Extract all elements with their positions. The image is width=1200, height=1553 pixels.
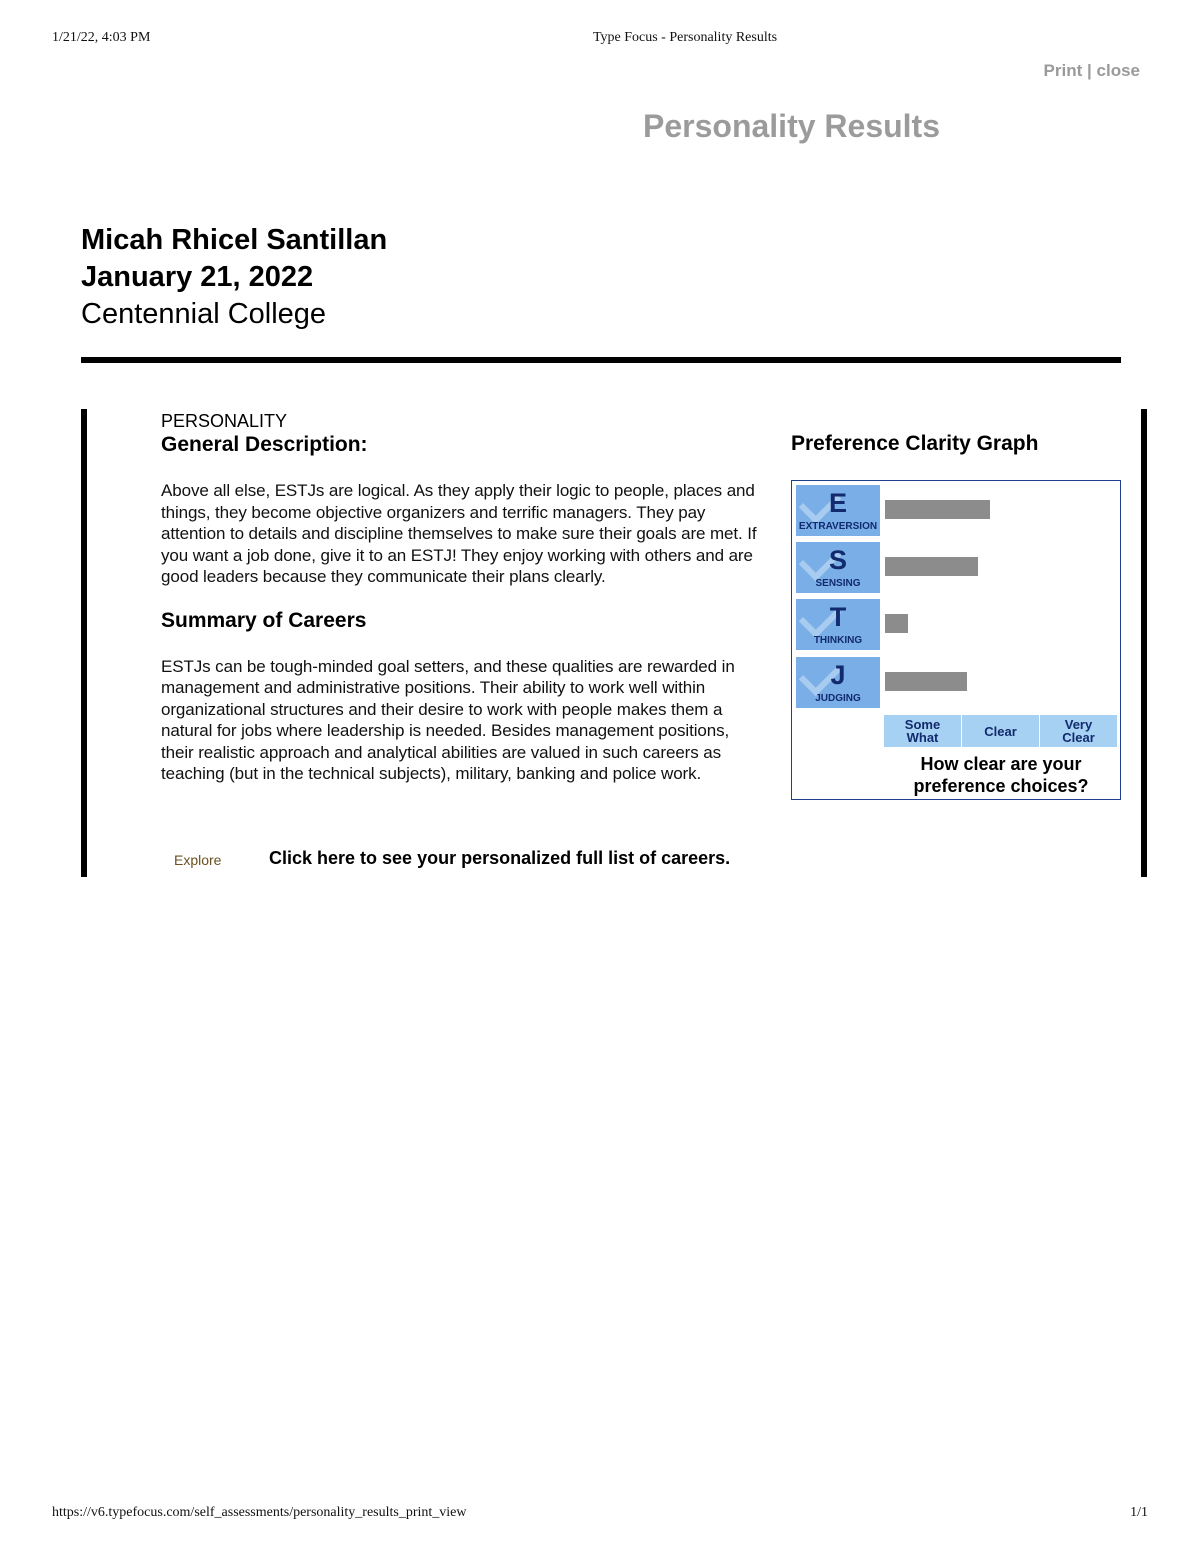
student-name: Micah Rhicel Santillan [81, 224, 388, 256]
print-link[interactable]: Print [1043, 61, 1083, 80]
scale-label-line1: Some [904, 717, 941, 732]
graph-caption [884, 753, 1118, 797]
page-title: Personality Results [643, 108, 940, 144]
pref-row-s [796, 542, 1118, 593]
pref-word: EXTRAVERSION [798, 521, 878, 532]
print-header-datetime: 1/21/22, 4:03 PM [52, 30, 151, 45]
print-footer-url: https://v6.typefocus.com/self_assessments/personality_results_print_view [52, 1505, 467, 1520]
pref-tile-s [796, 542, 880, 593]
pref-word: JUDGING [815, 693, 861, 704]
clarity-bar [885, 614, 908, 633]
pref-letter: E [828, 488, 847, 518]
section-eyebrow: PERSONALITY [161, 411, 288, 431]
scale-very-clear [1040, 715, 1117, 747]
description-text: Above all else, ESTJs are logical. As they apply their logic to people, places and things, they become objective organizers and terrific managers. They pay attention to details and discipline themselves to make sure their goals are met. If you want a job done, give it to an ESTJ! They enjoy working with others and are good leaders because they communicate their plans clearly. [161, 481, 757, 586]
careers-heading: Summary of Careers [161, 608, 367, 632]
explore-button[interactable]: Explore [174, 852, 222, 868]
scale-label-line1: Very [1064, 717, 1093, 732]
scale-label-line2: What [906, 730, 939, 745]
print-header-title: Type Focus - Personality Results [592, 30, 778, 45]
close-link[interactable]: close [1096, 61, 1140, 80]
scale-label-line2: Clear [1062, 730, 1095, 745]
pref-row-e [796, 485, 1118, 536]
link-separator: | [1087, 61, 1092, 80]
pref-word: THINKING [813, 635, 863, 646]
description-heading: General Description: [161, 433, 368, 456]
pref-row-j [796, 657, 1118, 708]
pref-letter: T [829, 602, 847, 632]
scale-somewhat [884, 715, 961, 747]
scale-label-line1: Clear [984, 723, 1017, 739]
student-info [81, 222, 387, 333]
pref-tile-j [796, 657, 880, 708]
header-divider [81, 357, 1121, 363]
explore-row [174, 848, 794, 874]
preference-clarity-graph [791, 480, 1121, 800]
school-name: Centennial College [81, 298, 327, 330]
frame-right-border [1141, 409, 1147, 877]
full-careers-link[interactable]: Click here to see your personalized full list of careers. [269, 848, 731, 868]
pref-tile-e [796, 485, 880, 536]
clarity-bar [885, 672, 967, 691]
careers-text: ESTJs can be tough-minded goal setters, and these qualities are rewarded in management and administrative positions. Their ability to work well within organizational structures and their desire to work with people makes them a natural for jobs where leadership is needed. Besides management positions, their realistic approach and analytical abilities are valued in such careers as teaching (but in the technical subjects), military, banking and police work. [161, 656, 735, 783]
pref-word: SENSING [815, 578, 861, 589]
pref-tile-t [796, 599, 880, 650]
report-date: January 21, 2022 [81, 261, 314, 293]
graph-title: Preference Clarity Graph [791, 432, 1039, 455]
print-footer-page: 1/1 [1130, 1505, 1148, 1520]
pref-letter: S [828, 545, 847, 575]
clarity-bar [885, 500, 990, 519]
personality-section [161, 410, 761, 785]
pref-row-t [796, 599, 1118, 650]
caption-line1: How clear are your [920, 754, 1082, 774]
frame-left-border [81, 409, 87, 877]
clarity-scale [884, 715, 1118, 747]
top-links [1044, 61, 1140, 81]
scale-clear [962, 715, 1039, 747]
caption-line2: preference choices? [913, 776, 1089, 796]
pref-letter: J [830, 660, 846, 690]
clarity-bar [885, 557, 978, 576]
